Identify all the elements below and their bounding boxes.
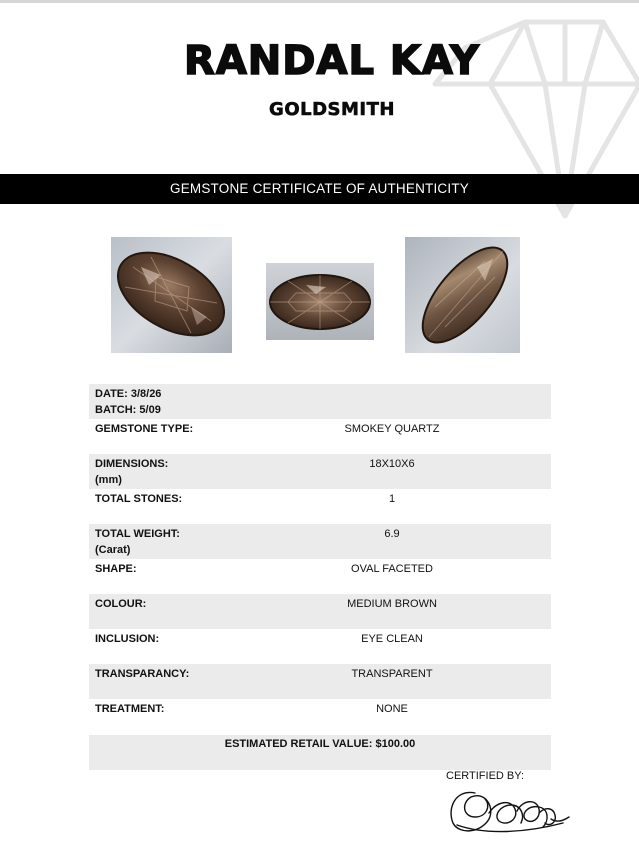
- row-label-sub: (mm): [95, 473, 122, 486]
- gem-photo-top-view: [266, 263, 374, 340]
- certificate-title: GEMSTONE CERTIFICATE OF AUTHENTICITY: [170, 181, 469, 196]
- row-label: [95, 562, 265, 578]
- brand-subtitle: GOLDSMITH: [269, 99, 395, 120]
- certificate-banner: [0, 174, 639, 204]
- date-label: DATE: 3/8/26: [95, 388, 162, 400]
- table-row: [89, 629, 551, 664]
- row-label-main: COLOUR:: [95, 598, 147, 610]
- row-value: 18X10X6: [369, 458, 415, 470]
- table-row: [89, 454, 551, 489]
- handwritten-signature: [445, 783, 571, 837]
- table-row: [89, 559, 551, 594]
- row-label: [95, 597, 265, 613]
- table-row: [89, 489, 551, 524]
- row-label-main: TREATMENT:: [95, 703, 165, 715]
- row-label-main: TRANSPARANCY:: [95, 668, 190, 680]
- brand-title: RANDAL KAY: [184, 38, 480, 84]
- row-label: [95, 632, 265, 648]
- date-batch-row: [89, 384, 551, 419]
- gem-photo-side-angle: [111, 237, 232, 353]
- row-value: 6.9: [384, 528, 400, 540]
- table-row: [89, 419, 551, 454]
- top-rule: [0, 0, 639, 3]
- table-row: [89, 699, 551, 734]
- row-label: [95, 457, 265, 488]
- gem-photo-tilted-view: [405, 237, 520, 353]
- table-row: [89, 524, 551, 559]
- row-label-sub: (Carat): [95, 543, 131, 556]
- date-batch-label: [95, 387, 265, 418]
- estimated-retail-value-row: [89, 735, 551, 770]
- row-label-main: SHAPE:: [95, 563, 137, 575]
- row-label-main: TOTAL STONES:: [95, 493, 183, 505]
- row-value: SMOKEY QUARTZ: [344, 423, 440, 435]
- estimated-retail-value: ESTIMATED RETAIL VALUE: $100.00: [224, 738, 416, 750]
- row-label-main: DIMENSIONS:: [95, 458, 169, 470]
- batch-label: BATCH: 5/09: [95, 403, 161, 416]
- certified-by-label: CERTIFIED BY:: [446, 770, 525, 782]
- row-value: NONE: [376, 703, 408, 715]
- row-label: [95, 667, 265, 683]
- row-value: EYE CLEAN: [361, 633, 423, 645]
- table-row: [89, 594, 551, 629]
- row-label: [95, 702, 265, 718]
- table-row: [89, 664, 551, 699]
- gemstone-details-table: [89, 384, 551, 734]
- row-value: MEDIUM BROWN: [347, 598, 437, 610]
- row-label-main: TOTAL WEIGHT:: [95, 528, 180, 540]
- row-label: [95, 492, 265, 508]
- row-value: OVAL FACETED: [351, 563, 433, 575]
- row-value: TRANSPARENT: [351, 668, 433, 680]
- row-value: 1: [388, 493, 396, 505]
- row-label-main: GEMSTONE TYPE:: [95, 423, 194, 435]
- row-label-main: INCLUSION:: [95, 633, 160, 645]
- row-label: [95, 527, 265, 558]
- row-label: [95, 422, 265, 438]
